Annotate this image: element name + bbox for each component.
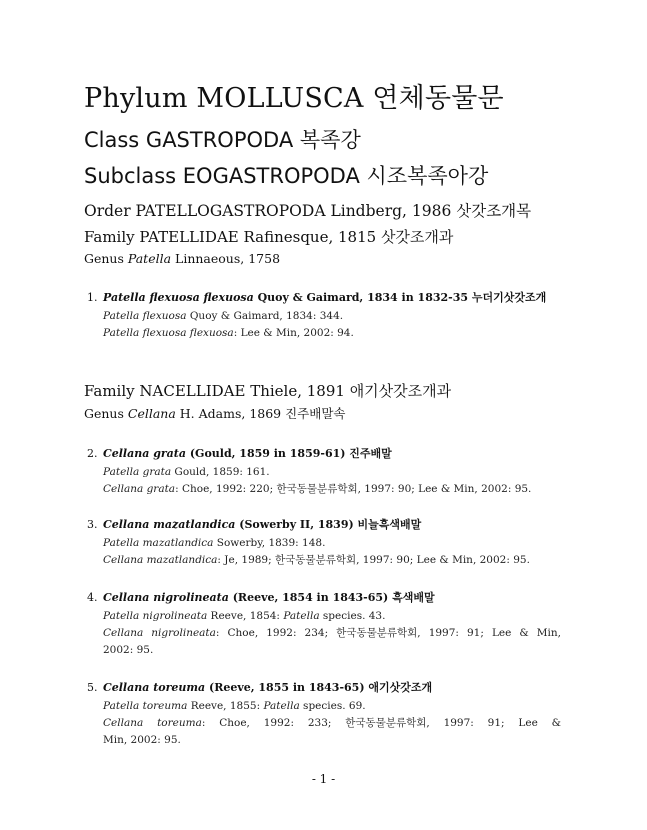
subclass-heading: Subclass EOGASTROPODA 시조복족아강 bbox=[84, 164, 489, 188]
synonym-line-continued: 2002: 95. bbox=[103, 644, 154, 656]
order-heading: Order PATELLOGASTROPODA Lindberg, 1986 삿갓조개목 bbox=[84, 202, 532, 220]
page-number: - 1 - bbox=[311, 772, 336, 786]
phylum-heading: Phylum MOLLUSCA 연체동물문 bbox=[84, 83, 504, 114]
synonym-line: Patella mazatlandica Sowerby, 1839: 148. bbox=[103, 537, 326, 549]
synonym-line: Cellana nigrolineata: Choe, 1992: 234; 한국동물분류학회, 1997: 91; Lee & Min, bbox=[103, 627, 561, 639]
species-entry-3: 3. Cellana mazatlandica (Sowerby II, 1839) 비늘흑색배말 bbox=[87, 518, 422, 531]
genus-heading-cellana: Genus Cellana H. Adams, 1869 진주배말속 bbox=[84, 406, 346, 421]
family-heading-patellidae: Family PATELLIDAE Rafinesque, 1815 삿갓조개과 bbox=[84, 228, 454, 246]
synonym-line: Patella toreuma Reeve, 1855: Patella species. 69. bbox=[103, 700, 366, 712]
synonym-line: Patella flexuosa Quoy & Gaimard, 1834: 344. bbox=[103, 310, 344, 322]
synonym-line-continued: Min, 2002: 95. bbox=[103, 734, 181, 746]
synonym-line: Patella grata Gould, 1859: 161. bbox=[103, 466, 270, 478]
class-heading: Class GASTROPODA 복족강 bbox=[84, 128, 361, 152]
species-entry-4: 4. Cellana nigrolineata (Reeve, 1854 in 1843-65) 흑색배말 bbox=[87, 591, 435, 604]
species-entry-5: 5. Cellana toreuma (Reeve, 1855 in 1843-65) 애기삿갓조개 bbox=[87, 681, 433, 694]
synonym-line: Cellana toreuma: Choe, 1992: 233; 한국동물분류학회, 1997: 91; Lee & bbox=[103, 717, 561, 729]
synonym-line: Cellana grata: Choe, 1992: 220; 한국동물분류학회, 1997: 90; Lee & Min, 2002: 95. bbox=[103, 483, 532, 495]
synonym-line: Cellana mazatlandica: Je, 1989; 한국동물분류학회, 1997: 90; Lee & Min, 2002: 95. bbox=[103, 554, 530, 566]
species-entry-2: 2. Cellana grata (Gould, 1859 in 1859-61) 진주배말 bbox=[87, 447, 392, 460]
synonym-line: Patella flexuosa flexuosa: Lee & Min, 2002: 94. bbox=[103, 327, 354, 339]
synonym-line: Patella nigrolineata Reeve, 1854: Patella species. 43. bbox=[103, 610, 386, 622]
species-entry-1: 1. Patella flexuosa flexuosa Quoy & Gaimard, 1834 in 1832-35 누더기삿갓조개 bbox=[87, 291, 547, 304]
family-heading-nacellidae: Family NACELLIDAE Thiele, 1891 애기삿갓조개과 bbox=[84, 382, 452, 400]
genus-heading-patella: Genus Patella Linnaeous, 1758 bbox=[84, 251, 281, 266]
